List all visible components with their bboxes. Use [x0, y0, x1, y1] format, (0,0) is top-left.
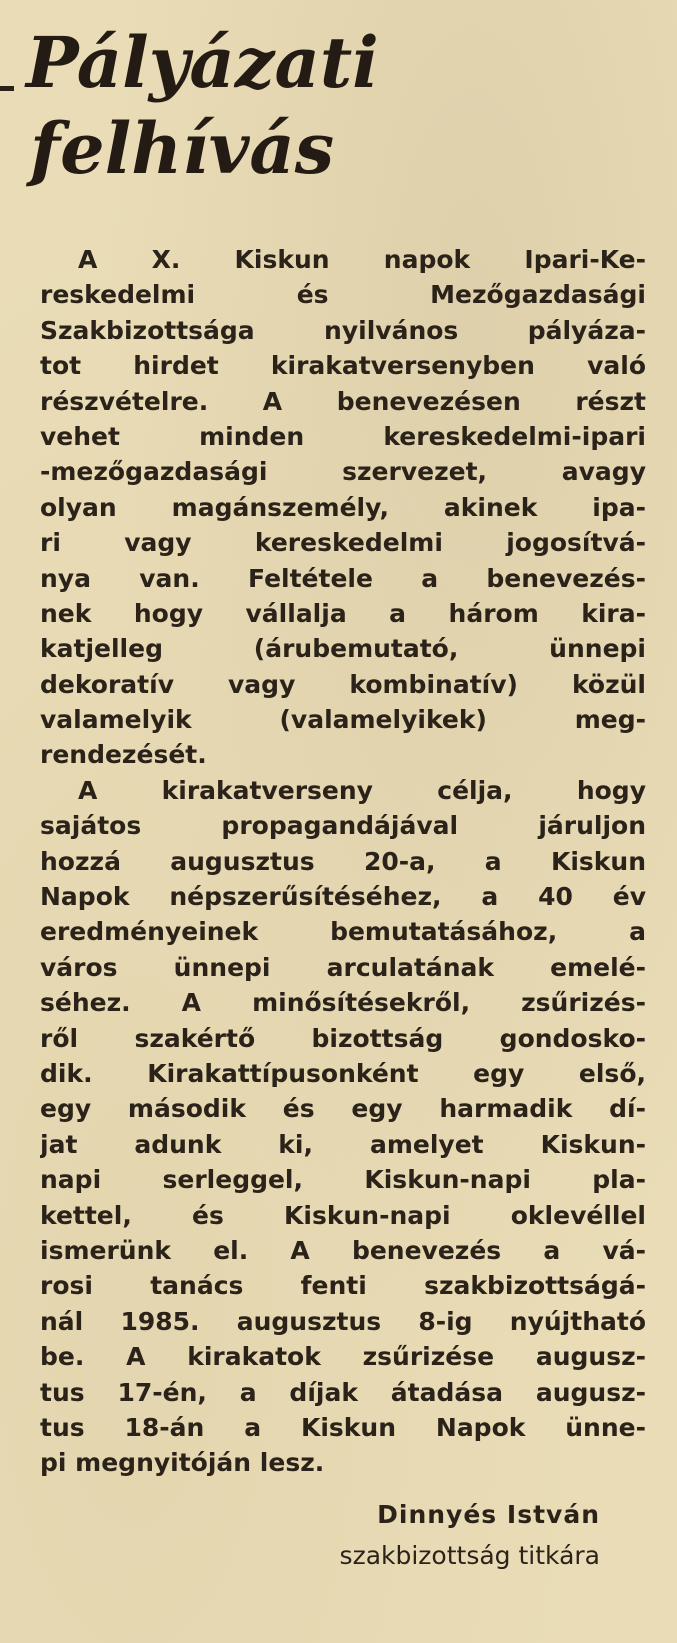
article-line: tot hirdet kirakatversenyben való — [40, 351, 646, 381]
article-line: tus 17-én, a díjak átadása augusz- — [40, 1377, 646, 1407]
article-line: egy második és egy harmadik dí- — [40, 1094, 646, 1124]
article-line: dik. Kirakattípusonként egy első, — [40, 1058, 646, 1088]
article-line: vehet minden kereskedelmi-ipari — [40, 421, 646, 451]
article-line: sajátos propagandájával járuljon — [40, 811, 646, 841]
headline-line-1: Pályázati — [26, 21, 379, 104]
signature-name: Dinnyés István — [377, 1500, 600, 1529]
article-line: kettel, és Kiskun-napi oklevéllel — [40, 1200, 646, 1230]
article-body — [40, 242, 646, 1481]
article-line: nál 1985. augusztus 8-ig nyújtható — [40, 1306, 646, 1336]
article-line: tus 18-án a Kiskun Napok ünne- — [40, 1412, 646, 1442]
article-line: nek hogy vállalja a három kira- — [40, 598, 646, 628]
article-line: Napok népszerűsítéséhez, a 40 év — [40, 882, 646, 912]
article-line: hozzá augusztus 20-a, a Kiskun — [40, 846, 646, 876]
article-line: ről szakértő bizottság gondosko- — [40, 1023, 646, 1053]
article-line: város ünnepi arculatának emelé- — [40, 952, 646, 982]
headline — [26, 20, 379, 192]
signature-title: szakbizottság titkára — [339, 1541, 600, 1570]
article-line: dekoratív vagy kombinatív) közül — [40, 669, 646, 699]
headline-line-2: felhívás — [30, 107, 335, 190]
article-line: olyan magánszemély, akinek ipa- — [40, 492, 646, 522]
article-line: ismerünk el. A benevezés a vá- — [40, 1235, 646, 1265]
article-line: napi serleggel, Kiskun-napi pla- — [40, 1165, 646, 1195]
article-line: rendezését. — [40, 740, 207, 770]
article-line: -mezőgazdasági szervezet, avagy — [40, 457, 646, 487]
article-line: részvételre. A benevezésen részt — [40, 386, 646, 416]
article-line: rosi tanács fenti szakbizottságá- — [40, 1271, 646, 1301]
article-line: séhez. A minősítésekről, zsűrizés- — [40, 988, 646, 1018]
article-line: pi megnyitóján lesz. — [40, 1448, 325, 1478]
article-line: A X. Kiskun napok Ipari-Ke- — [78, 245, 646, 274]
article-line: katjelleg (árubemutató, ünnepi — [40, 634, 646, 664]
article-line: be. A kirakatok zsűrizése augusz- — [40, 1342, 646, 1372]
dash-mark — [0, 86, 14, 91]
article-line: Szakbizottsága nyilvános pályáza- — [40, 315, 646, 345]
article-line: reskedelmi és Mezőgazdasági — [40, 280, 646, 310]
article-line: ri vagy kereskedelmi jogosítvá- — [40, 528, 646, 558]
article-line: jat adunk ki, amelyet Kiskun- — [40, 1129, 646, 1159]
article-line: A kirakatverseny célja, hogy — [78, 775, 646, 805]
article-line: nya van. Feltétele a benevezés- — [40, 563, 646, 593]
article-line: eredményeinek bemutatásához, a — [40, 917, 646, 947]
article-line: valamelyik (valamelyikek) meg- — [40, 705, 646, 735]
